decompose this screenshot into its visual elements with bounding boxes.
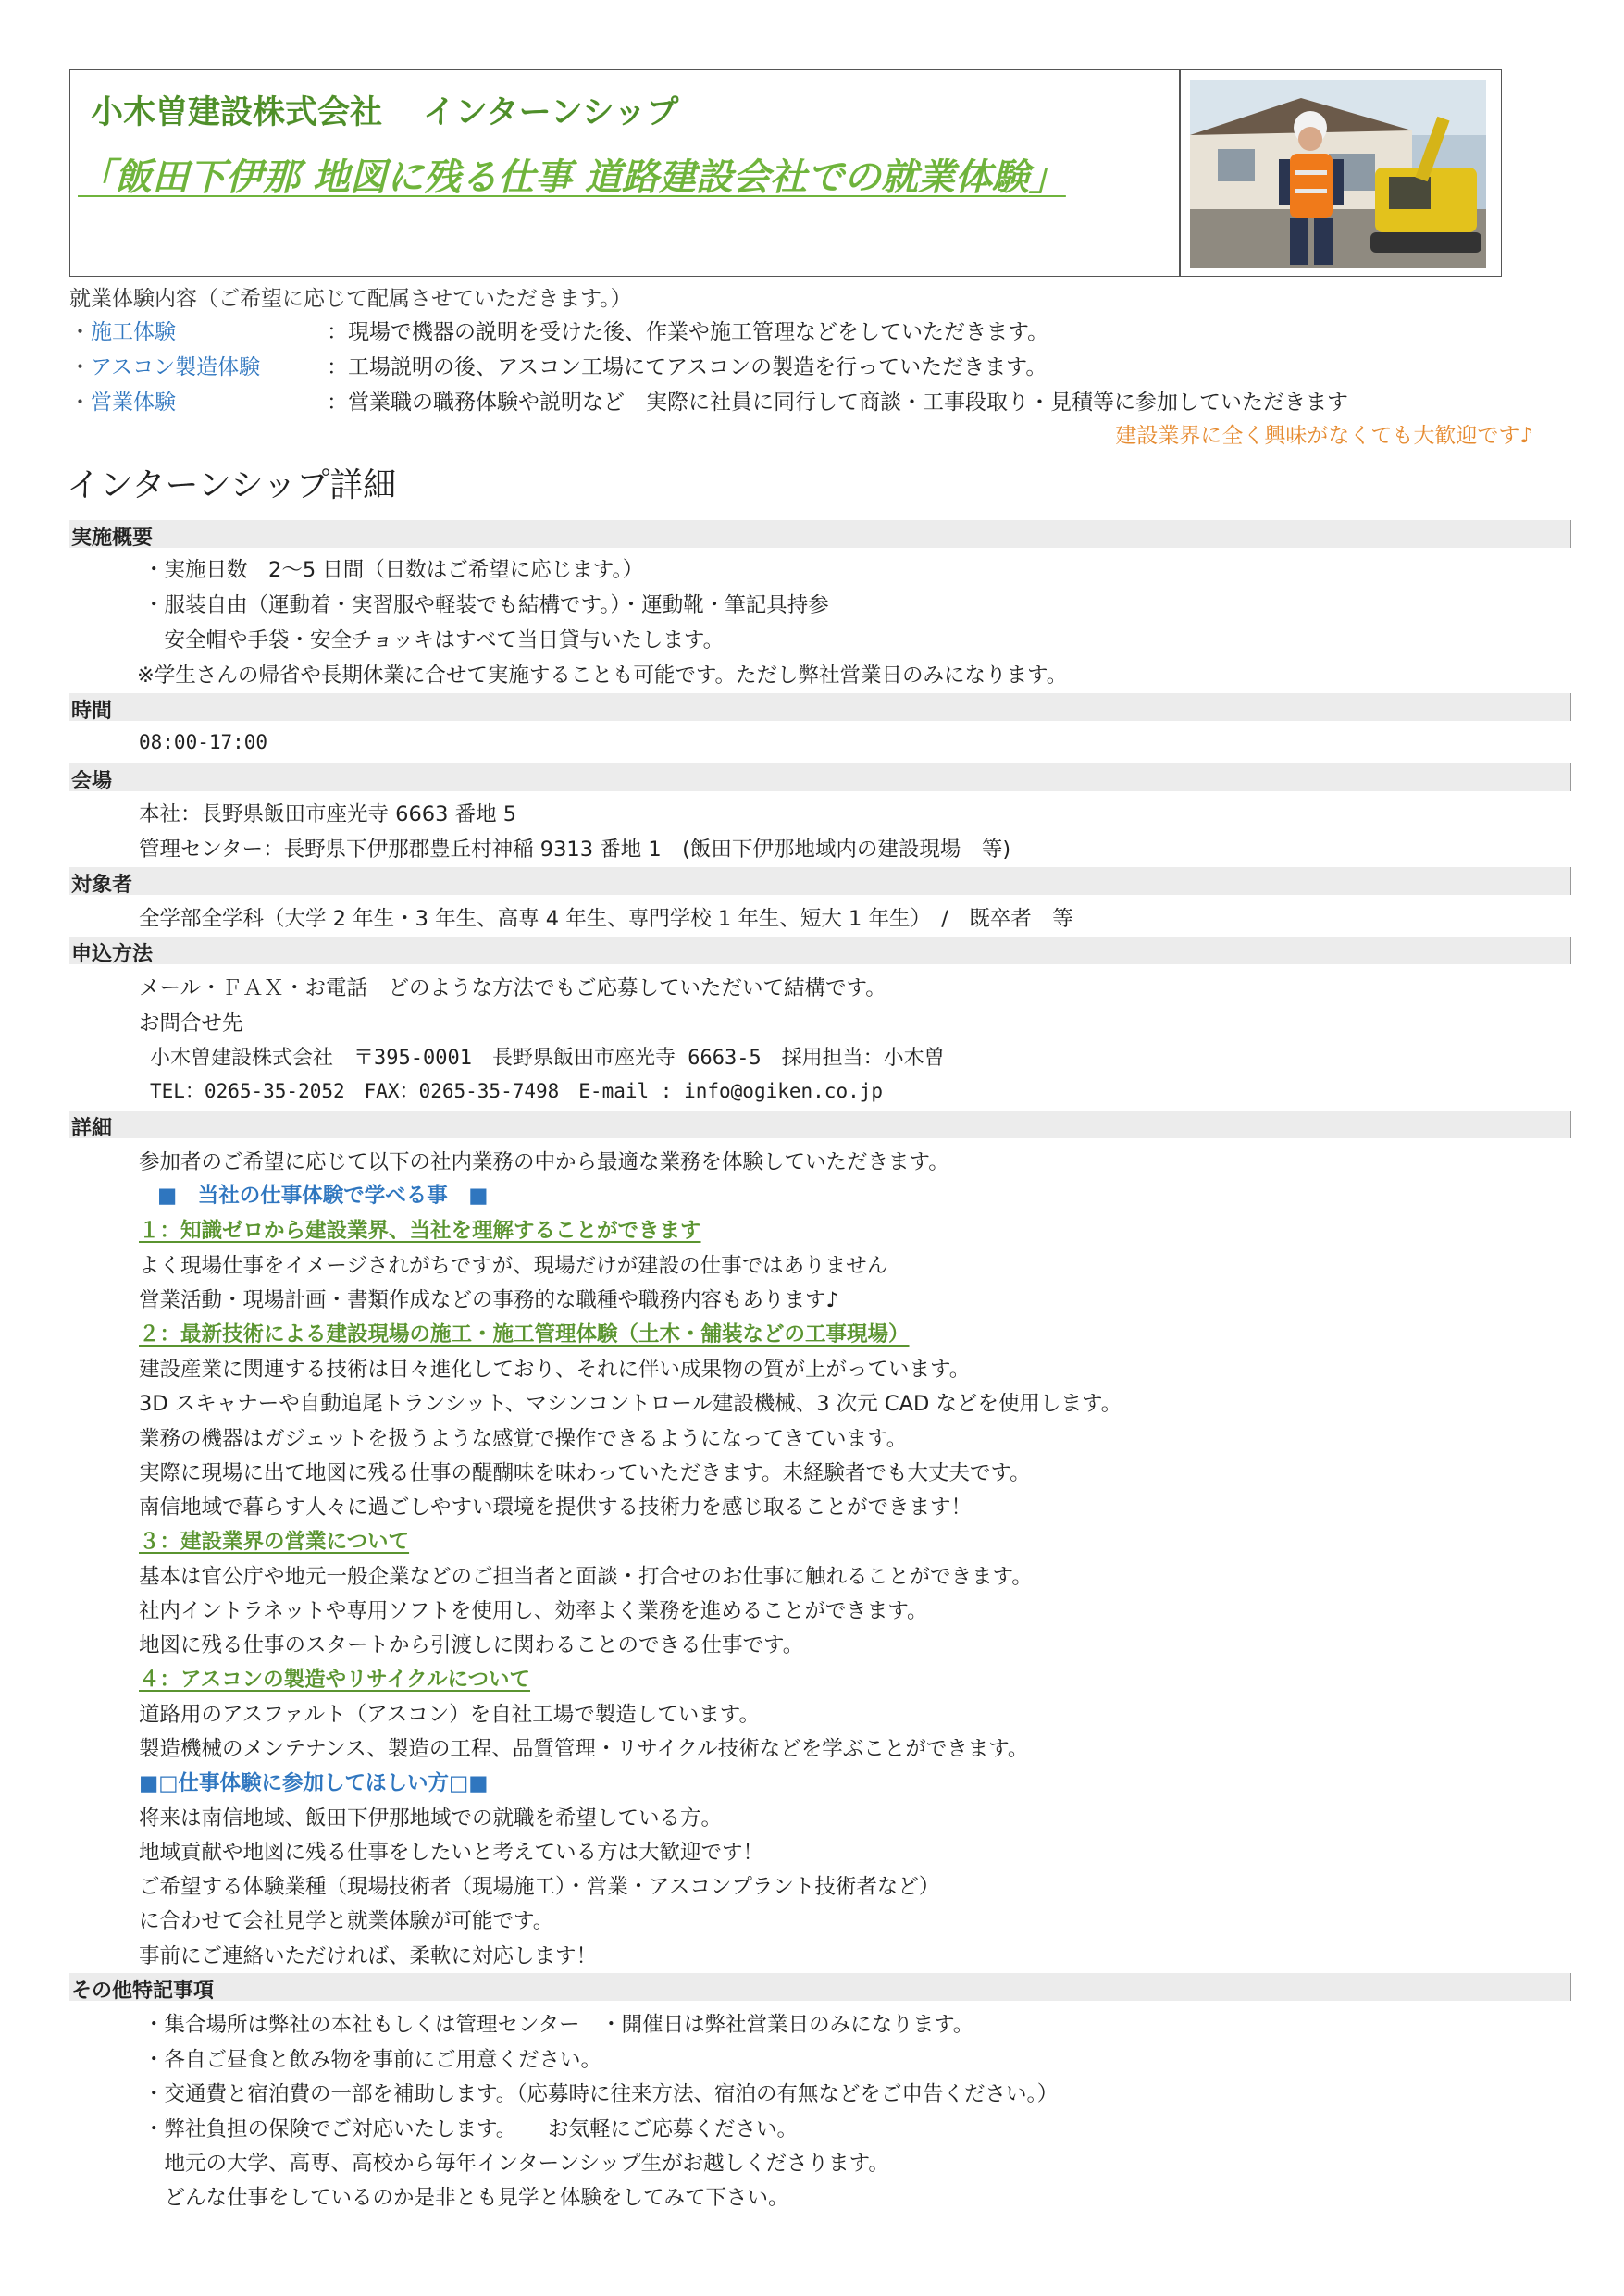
other-line: ・弊社負担の保険でご対応いたします。 お気軽にご応募ください。 — [143, 2117, 798, 2141]
section-bar-other — [69, 1973, 1571, 2001]
bullet: ・ — [69, 355, 91, 379]
section-bar-venue — [69, 763, 1571, 791]
company-name: 小木曽建設株式会社 — [91, 94, 383, 131]
section-bar-time — [69, 693, 1571, 721]
header-divider — [1179, 70, 1181, 276]
section-bar-target — [69, 867, 1571, 895]
wanted-line: ご希望する体験業種（現場技術者（現場施工）・営業・アスコンプラント技術者など） — [139, 1875, 940, 1899]
topic-2-line: 業務の機器はガジェットを扱うような感覚で操作できるようになってきています。 — [139, 1427, 908, 1451]
section-bar-detail — [69, 1111, 1571, 1138]
learn-heading: ■ 当社の仕事体験で学べる事 ■ — [157, 1184, 489, 1208]
apply-line: メール・ＦＡＸ・お電話 どのような方法でもご応募していただいて結構です。 — [139, 976, 886, 1000]
experience-intro: 就業体験内容（ご希望に応じて配属させていただきます。） — [69, 287, 632, 311]
other-line: どんな仕事をしているのか是非とも見学と体験をしてみて下さい。 — [143, 2186, 789, 2210]
contact-address: 小木曽建設株式会社 〒395-0001 長野県飯田市座光寺 6663-5 採用担当：小木曽 — [150, 1047, 945, 1070]
overview-line: ・服装自由（運動着・実習服や軽装でも結構です。）・運動靴・筆記具持参 — [143, 593, 829, 617]
apply-line: お問合せ先 — [139, 1011, 243, 1036]
experience-name: アスコン製造体験 — [91, 355, 261, 379]
topic-2-line: 3D スキャナーや自動追尾トランシット、マシンコントロール建設機械、3 次元 CAD などを使用します。 — [139, 1392, 1122, 1416]
section-label: 時間 — [71, 700, 113, 723]
detail-intro: 参加者のご希望に応じて以下の社内業務の中から最適な業務を体験していただきます。 — [139, 1150, 949, 1174]
header-box — [69, 69, 1502, 277]
section-label: その他特記事項 — [71, 1980, 215, 2003]
overview-line: ・実施日数 2～5 日間（日数はご希望に応じます。） — [143, 558, 644, 582]
topic-1-heading: １：知識ゼロから建設業界、当社を理解することができます — [139, 1219, 701, 1243]
time-value: 08:00-17:00 — [139, 731, 268, 753]
other-line: 地元の大学、高専、高校から毎年インターンシップ生がお越しくださります。 — [143, 2152, 889, 2176]
worker-photo — [1190, 80, 1486, 268]
topic-3-line: 社内イントラネットや専用ソフトを使用し、効率よく業務を進めることができます。 — [139, 1599, 928, 1623]
section-label: 申込方法 — [71, 943, 154, 966]
topic-3-heading: ３：建設業界の営業について — [139, 1530, 410, 1554]
section-label: 実施概要 — [71, 527, 154, 550]
venue-line: 管理センター：長野県下伊那郡豊丘村神稲 9313 番地 1 (飯田下伊那地域内の建設現場 等) — [139, 838, 1011, 862]
details-heading: インターンシップ詳細 — [67, 466, 397, 504]
section-bar-overview — [69, 520, 1571, 548]
section-label: 詳細 — [71, 1117, 113, 1140]
bullet: ・ — [69, 391, 91, 415]
topic-3-line: 基本は官公庁や地元一般企業などのご担当者と面談・打合せのお仕事に触れることができます。 — [139, 1565, 1033, 1589]
contact-phone-email: TEL：0265-35-2052 FAX：0265-35-7498 E-mail : info@ogiken.co.jp — [150, 1080, 884, 1102]
experience-name: 施工体験 — [91, 320, 176, 344]
experience-desc: ：営業職の職務体験や説明など 実際に社員に同行して商談・工事段取り・見積等に参加していただきます — [327, 391, 1348, 415]
topic-1-line: よく現場仕事をイメージされがちですが、現場だけが建設の仕事ではありません — [139, 1254, 888, 1278]
topic-2-heading: ２：最新技術による建設現場の施工・施工管理体験（土木・舗装などの工事現場） — [139, 1322, 910, 1347]
experience-name: 営業体験 — [91, 391, 176, 415]
topic-4-heading: ４：アスコンの製造やリサイクルについて — [139, 1668, 531, 1692]
wanted-line: 事前にご連絡いただければ、柔軟に対応します！ — [139, 1944, 598, 1968]
other-line: ・各自ご昼食と飲み物を事前にご用意ください。 — [143, 2048, 602, 2072]
topic-2-line: 建設産業に関連する技術は日々進化しており、それに伴い成果物の質が上がっています。 — [139, 1358, 971, 1382]
overview-line: 安全帽や手袋・安全チョッキはすべて当日貸与いたします。 — [143, 628, 725, 652]
topic-4-line: 製造機械のメンテナンス、製造の工程、品質管理・リサイクル技術などを学ぶことができます。 — [139, 1737, 1029, 1761]
topic-1-line: 営業活動・現場計画・書類作成などの事務的な職種や職務内容もあります♪ — [139, 1288, 839, 1312]
topic-2-line: 実際に現場に出て地図に残る仕事の醍醐味を味わっていただきます。未経験者でも大丈夫です。 — [139, 1461, 1031, 1485]
overview-line: ※学生さんの帰省や長期休業に合せて実施することも可能です。ただし弊社営業日のみになります。 — [137, 664, 1068, 688]
experience-item — [69, 385, 1348, 416]
other-line: ・交通費と宿泊費の一部を補助します。（応募時に往来方法、宿泊の有無などをご申告ください。） — [143, 2082, 1059, 2106]
section-bar-apply — [69, 937, 1571, 964]
experience-item — [69, 315, 1049, 345]
topic-3-line: 地図に残る仕事のスタートから引渡しに関わることのできる仕事です。 — [139, 1633, 804, 1657]
other-line: ・集合場所は弊社の本社もしくは管理センター ・開催日は弊社営業日のみになります。 — [143, 2013, 974, 2037]
wanted-line: 将来は南信地域、飯田下伊那地域での就職を希望している方。 — [139, 1806, 723, 1831]
venue-line: 本社：長野県飯田市座光寺 6663 番地 5 — [139, 802, 517, 826]
target-value: 全学部全学科（大学 2 年生・3 年生、高専 4 年生、専門学校 1 年生、短大 1 年生） / 既卒者 等 — [139, 907, 1073, 931]
company-program-line — [91, 87, 678, 133]
welcome-message: 建設業界に全く興味がなくても大歓迎です♪ — [1115, 424, 1533, 448]
wanted-line: 地域貢献や地図に残る仕事をしたいと考えている方は大歓迎です！ — [139, 1841, 764, 1865]
topic-4-line: 道路用のアスファルト（アスコン）を自社工場で製造しています。 — [139, 1703, 760, 1727]
bullet: ・ — [69, 320, 91, 344]
experience-desc: ：工場説明の後、アスコン工場にてアスコンの製造を行っていただきます。 — [327, 355, 1048, 379]
experience-item — [69, 350, 1048, 380]
experience-desc: ：現場で機器の説明を受けた後、作業や施工管理などをしていただきます。 — [327, 320, 1049, 344]
program-name: インターンシップ — [423, 94, 679, 131]
section-label: 対象者 — [71, 874, 133, 897]
wanted-heading: ■□仕事体験に参加してほしい方□■ — [139, 1771, 489, 1795]
topic-2-line: 南信地域で暮らす人々に過ごしやすい環境を提供する技術力を感じ取ることができます！ — [139, 1496, 973, 1520]
wanted-line: に合わせて会社見学と就業体験が可能です。 — [139, 1909, 554, 1933]
section-label: 会場 — [71, 770, 113, 793]
internship-title: 「飯田下伊那 地図に残る仕事 道路建設会社での就業体験」 — [78, 156, 1066, 199]
